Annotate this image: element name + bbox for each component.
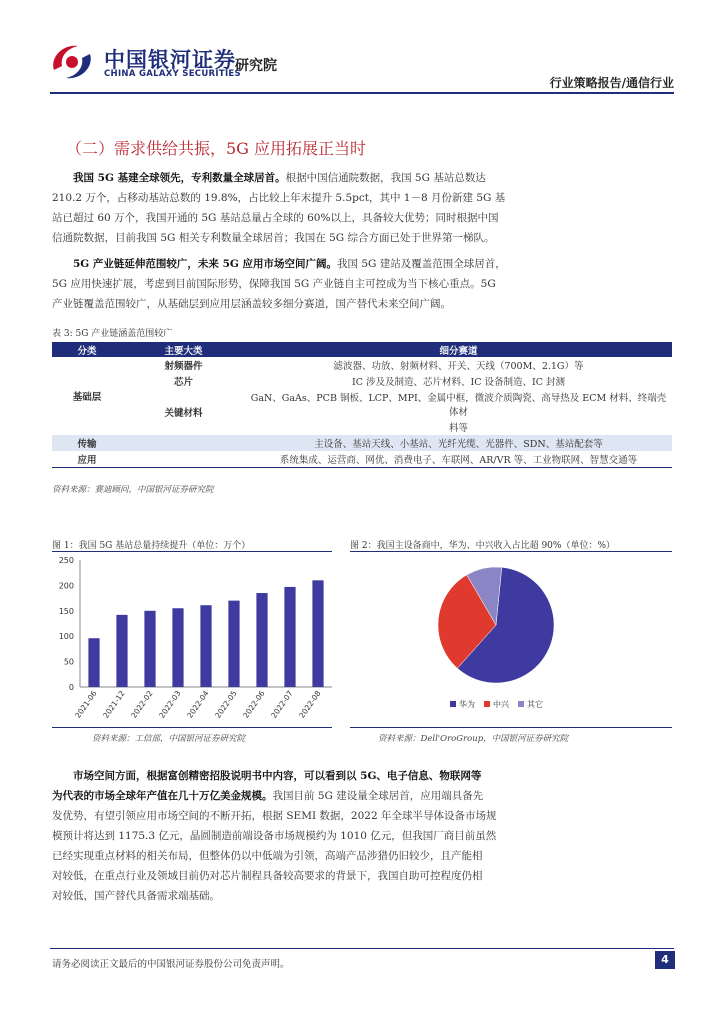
text-line: 产业链覆盖范围较广，从基础层到应用层涵盖较多细分赛道，国产替代未来空间广阔。	[52, 298, 451, 310]
text-line: 我国 5G 建站及覆盖范围全球居首，	[337, 258, 506, 270]
y-tick-label: 200	[58, 581, 74, 591]
x-tick-label: 2022-07	[269, 688, 295, 720]
figure-2-source: 资料来源：Dell'OroGroup，中国银河证券研究院	[378, 734, 569, 744]
bar	[88, 638, 99, 687]
table-cell-detail: IC 涉及及制造、芯片材料、IC 设备制造、IC 封测	[351, 377, 566, 388]
table-cell-category: 传输	[52, 435, 122, 451]
bar	[256, 593, 267, 687]
section-title: （二）需求供给共振，5G 应用拓展正当时	[66, 139, 367, 158]
column-header: 细分赛道	[245, 342, 672, 357]
brand-name-cn: 中国银河证券	[104, 48, 236, 72]
footer-divider	[50, 948, 674, 949]
table-caption: 表 3: 5G 产业链涵盖范围较广	[52, 329, 173, 339]
bar	[228, 601, 239, 687]
column-header: 分类	[52, 342, 122, 357]
figure-1-source: 资料来源：工信部，中国银河证券研究院	[92, 734, 246, 744]
y-tick-label: 50	[63, 657, 74, 667]
paragraph-market-space	[52, 766, 672, 906]
galaxy-logo-icon	[48, 40, 96, 84]
bar	[172, 608, 183, 687]
column-header: 主要大类	[122, 342, 245, 357]
text-line: 站已超过 60 万个，我国开通的 5G 基站总量占全球的 60%以上，具备较大优势；同时根据中国	[52, 212, 499, 224]
industry-chain-table	[52, 342, 672, 468]
paragraph-5g-industry-chain	[52, 254, 672, 314]
table-cell-subcategory	[122, 435, 245, 451]
paragraph-lead-bold: 我国 5G 基建全球领先，专利数量全球居首。	[73, 172, 286, 184]
paragraph-5g-infrastructure	[52, 168, 672, 248]
legend-swatch	[450, 701, 456, 707]
paragraph-lead-bold: 5G 产业链延伸范围较广，未来 5G 应用市场空间广阔。	[73, 258, 338, 270]
x-tick-label: 2022-03	[157, 688, 183, 720]
y-tick-label: 100	[58, 632, 74, 642]
table-cell-detail: 主设备、基站天线、小基站、光纤光缆、光器件、SDN、基站配套等	[245, 435, 672, 451]
table-cell-subcategory	[122, 451, 245, 468]
table-source: 资料来源：赛迪顾问，中国银河证券研究院	[52, 485, 214, 495]
x-tick-label: 2022-04	[185, 688, 211, 720]
table-cell-subcategory: 射频器件	[164, 361, 203, 372]
bar	[144, 611, 155, 687]
legend-label: 其它	[527, 700, 543, 709]
table-row	[52, 435, 672, 451]
table-cell-category: 应用	[52, 451, 122, 468]
table-cell-category: 基础层	[72, 392, 102, 403]
x-tick-label: 2022-05	[213, 688, 239, 720]
text-line: 信通院数据，目前我国 5G 相关专利数量全球居首；我国在 5G 综合方面已处于世界第一梯队。	[52, 232, 495, 244]
text-line: 我国目前 5G 建设量全球居首，应用端具备先	[272, 790, 484, 802]
header-divider	[50, 92, 674, 94]
table-cell-detail: 料等	[448, 423, 468, 434]
legend-swatch	[518, 701, 524, 707]
table-cell-detail: GaN、GaAs、PCB 铜板、LCP、MPI、金属中框，微波介质陶瓷、高导热及 ECM 材料、终端壳体材	[250, 393, 667, 418]
x-tick-label: 2021-12	[101, 688, 127, 720]
bar	[312, 580, 323, 687]
y-tick-label: 0	[68, 683, 74, 692]
text-line: 对较低，在重点行业及领域目前仍对芯片制程具备较高要求的背景下，我国自助可控程度仍相	[52, 870, 483, 882]
figure-2-bottom-rule	[350, 727, 672, 728]
institute-label: 研究院	[235, 58, 277, 74]
table-cell-subcategory: 关键材料	[164, 408, 203, 419]
text-line: 对较低，国产替代具备需求端基础。	[52, 890, 220, 902]
bar	[284, 587, 295, 687]
x-tick-label: 2021-06	[73, 688, 99, 720]
text-line: 根据中国信通院数据，我国 5G 基站总数达	[285, 172, 486, 184]
table-row	[52, 389, 672, 419]
text-line: 发优势，有望引领应用市场空间的不断开拓，根据 SEMI 数据，2022 年全球半导体设备市场规	[52, 810, 497, 822]
page-number: 4	[655, 951, 675, 969]
figure-2-title: 图 2：我国主设备商中，华为、中兴收入占比超 90%（单位：%）	[350, 541, 616, 551]
table-row	[52, 357, 672, 373]
table-row	[52, 451, 672, 468]
figure-1-bottom-rule	[52, 727, 332, 728]
bar	[200, 605, 211, 687]
footer-disclaimer: 请务必阅读正文最后的中国银河证券股份公司免责声明。	[52, 959, 290, 970]
text-line: 210.2 万个，占移动基站总数的 19.8%，占比较上年末提升 5.5pct，其中 1－8 月份新建 5G 基	[52, 192, 506, 204]
table-header-row	[52, 342, 672, 357]
legend-label: 华为	[459, 700, 475, 709]
table-row	[52, 373, 672, 389]
text-line: 5G 应用快速扩展，考虑到目前国际形势，保障我国 5G 产业链自主可控成为当下核心重点。5G	[52, 278, 496, 290]
paragraph-lead-bold: 为代表的市场全球年产值在几十万亿美金规模。	[52, 790, 273, 802]
x-tick-label: 2022-06	[241, 688, 267, 720]
legend-swatch	[484, 701, 490, 707]
base-station-bar-chart	[52, 552, 342, 722]
brand-name-en: CHINA GALAXY SECURITIES	[104, 69, 241, 79]
figure-1-title: 图 1：我国 5G 基站总量持续提升（单位：万个）	[52, 541, 251, 551]
x-tick-label: 2022-02	[129, 688, 155, 720]
table-cell-detail: 系统集成、运营商、网优、消费电子、车联网、AR/VR 等、工业物联网、智慧交通等	[245, 451, 672, 468]
table-cell-subcategory: 芯片	[173, 377, 193, 388]
legend-label: 中兴	[493, 700, 509, 709]
report-type-label: 行业策略报告/通信行业	[549, 76, 674, 90]
bar	[116, 615, 127, 687]
text-line: 模预计将达到 1175.3 亿元，晶圆制造前端设备市场规模约为 1010 亿元，但我国厂商目前虽然	[52, 830, 497, 842]
y-tick-label: 250	[58, 556, 74, 565]
x-tick-label: 2022-08	[297, 688, 323, 720]
vendor-share-pie-chart	[350, 552, 672, 722]
table-cell-detail: 滤波器、功放、射频材料、开关、天线（700M、2.1G）等	[333, 361, 584, 372]
y-tick-label: 150	[58, 606, 74, 616]
paragraph-lead-bold: 市场空间方面，根据富创精密招股说明书中内容，可以看到以 5G、电子信息、物联网等	[73, 770, 482, 782]
text-line: 已经实现重点材料的相关布局，但整体仍以中低端为引领，高端产品涉猎仍旧较少，且产能相	[52, 850, 483, 862]
